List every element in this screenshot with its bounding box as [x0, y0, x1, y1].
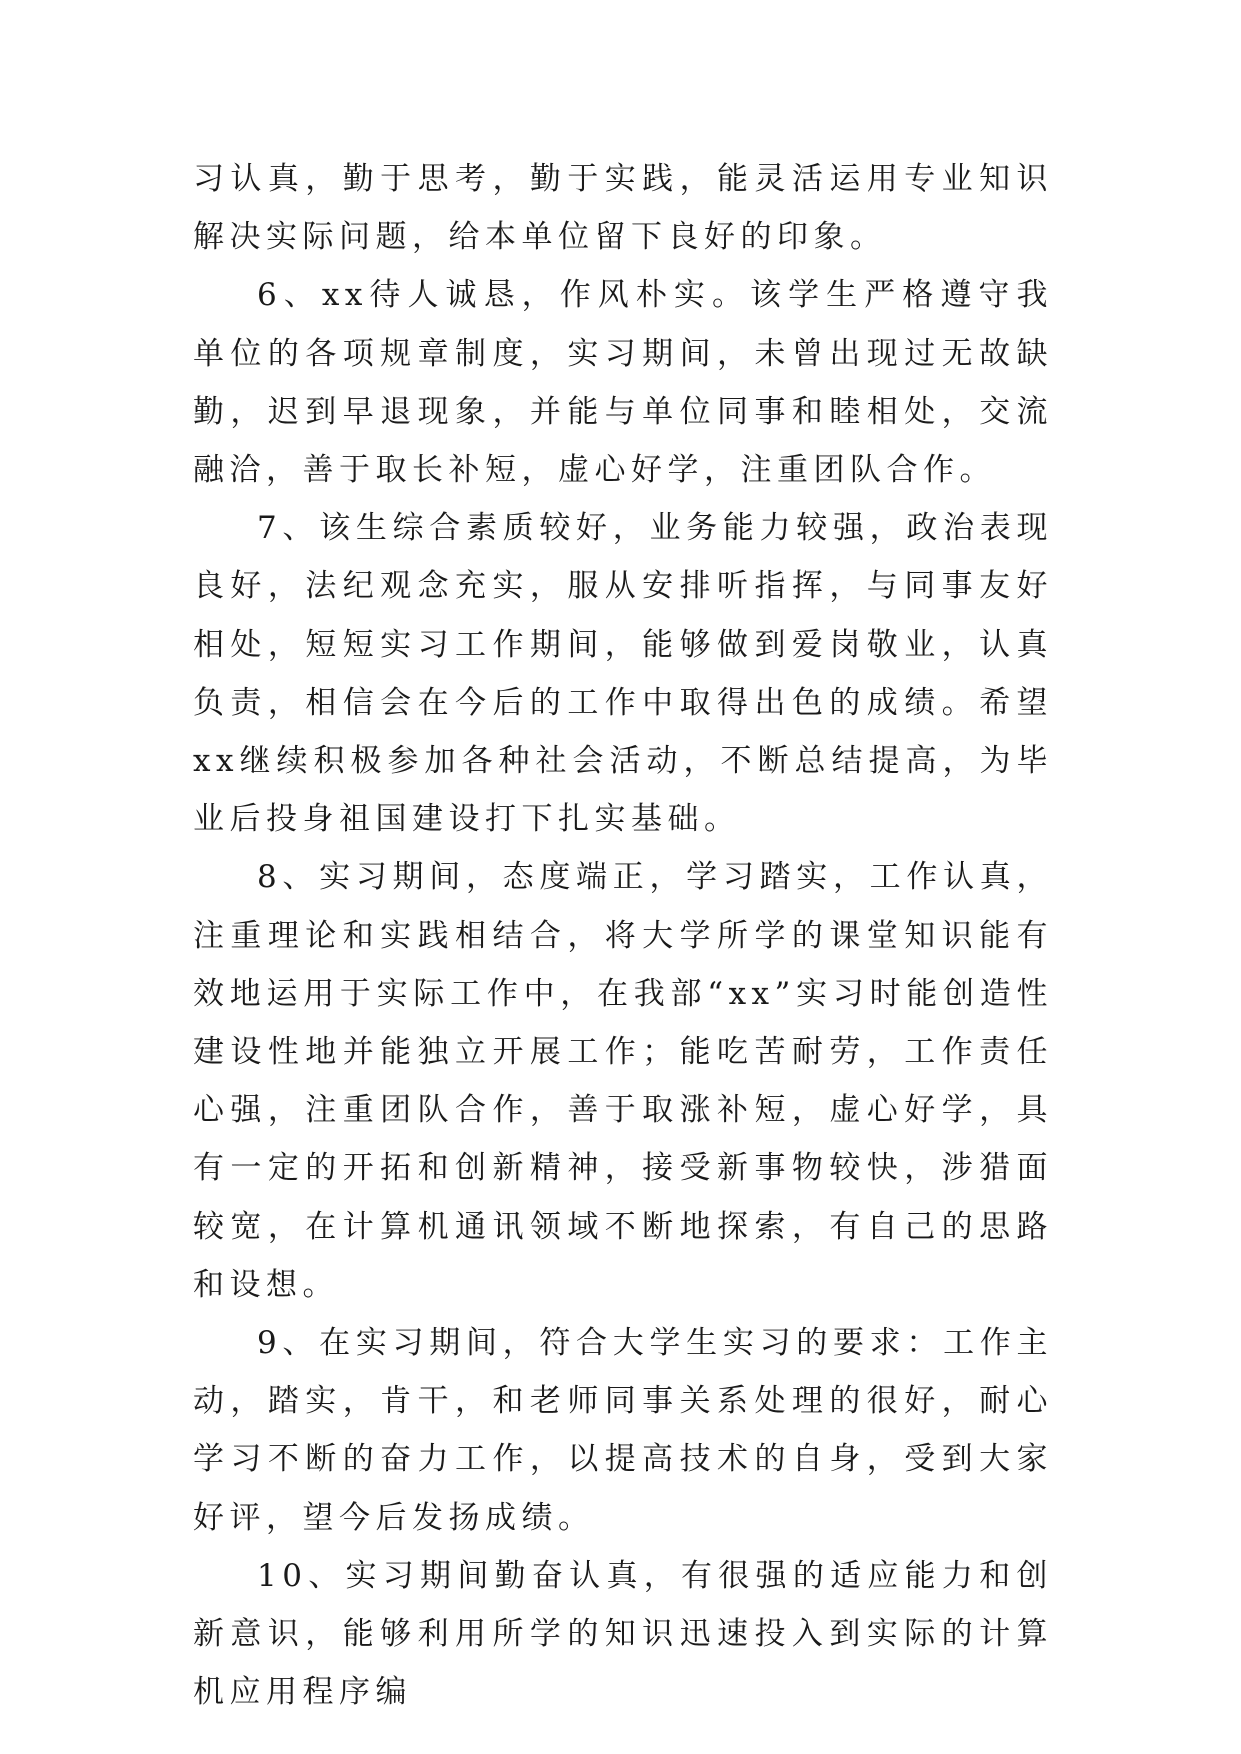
paragraph-7: 7、该生综合素质较好，业务能力较强，政治表现良好，法纪观念充实，服从安排听指挥，与同事友好相处，短短实习工作期间，能够做到爱岗敬业，认真负责，相信会在今后的工作中取得出色的成绩。希望xx继续积极参加各种社会活动，不断总结提高，为毕业后投身祖国建设打下扎实基础。 [193, 510, 1053, 838]
paragraph-8: 8、实习期间，态度端正，学习踏实，工作认真，注重理论和实践相结合，将大学所学的课堂知识能有效地运用于实际工作中，在我部“xx”实习时能创造性建设性地并能独立开展工作；能吃苦耐劳，工作责任心强，注重团队合作，善于取涨补短，虚心好学，具有一定的开拓和创新精神，接受新事物较快，涉猎面较宽，在计算机通讯领域不断地探索，有自己的思路和设想。 [193, 859, 1053, 1303]
paragraph-6: 6、xx待人诚恳，作风朴实。该学生严格遵守我单位的各项规章制度，实习期间，未曾出现过无故缺勤，迟到早退现象，并能与单位同事和睦相处，交流融洽，善于取长补短，虚心好学，注重团队合作。 [193, 277, 1053, 489]
paragraph-10: 10、实习期间勤奋认真，有很强的适应能力和创新意识，能够利用所学的知识迅速投入到实际的计算机应用程序编 [193, 1557, 1053, 1711]
paragraph-9: 9、在实习期间，符合大学生实习的要求：工作主动，踏实，肯干，和老师同事关系处理的很好，耐心学习不断的奋力工作，以提高技术的自身，受到大家好评，望今后发扬成绩。 [193, 1325, 1053, 1536]
paragraph-5-continuation: 习认真，勤于思考，勤于实践，能灵活运用专业知识解决实际问题，给本单位留下良好的印象。 [193, 161, 1053, 256]
document-body [193, 150, 1053, 1721]
